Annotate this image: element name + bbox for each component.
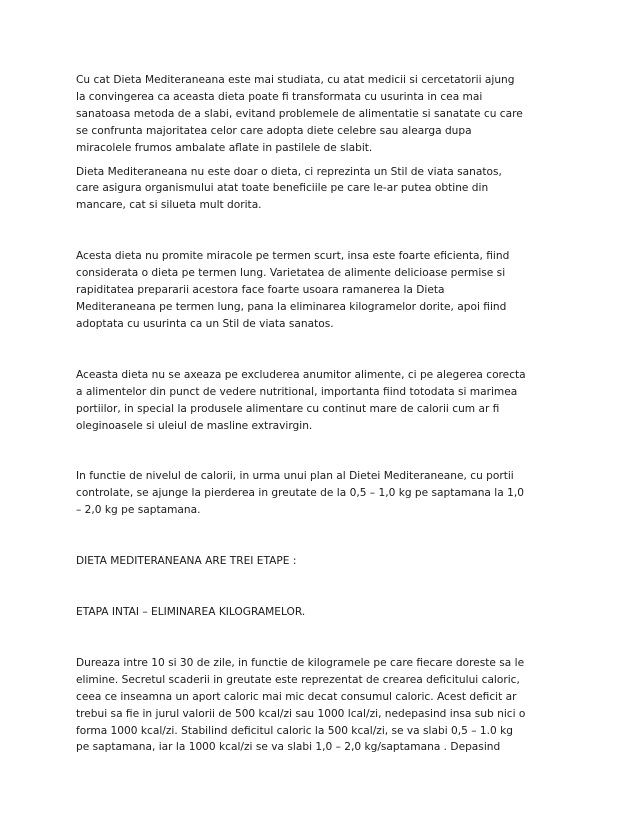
text-line: considerata o dieta pe termen lung. Varietatea de alimente delicioase permise si: [76, 267, 506, 280]
text-line: a alimentelor din punct de vedere nutritional, importanta fiind totodata si marimea: [76, 385, 518, 398]
text-line: Mediteraneana pe termen lung, pana la eliminarea kilogramelor dorite, apoi fiind: [76, 300, 507, 313]
text-line: mancare, cat si silueta mult dorita.: [76, 199, 262, 212]
text-line: – 2,0 kg pe saptamana.: [76, 504, 201, 517]
text-line: Aceasta dieta nu se axeaza pe excluderea anumitor alimente, ci pe alegerea corecta: [76, 368, 526, 381]
text-line: adoptata cu usurinta ca un Stil de viata sanatos.: [76, 317, 334, 330]
text-line: Dureaza intre 10 si 30 de zile, in functie de kilogramele pe care fiecare doreste sa le: [76, 656, 525, 669]
heading-text: ETAPA INTAI – ELIMINAREA KILOGRAMELOR.: [76, 606, 306, 619]
text-line: la convingerea ca aceasta dieta poate fi transformata cu usurinta in cea mai: [76, 90, 483, 103]
text-line: elimine. Secretul scaderii in greutate este reprezentat de crearea deficitului caloric,: [76, 673, 520, 686]
text-line: miracolele frumos ambalate aflate in pastilele de slabit.: [76, 141, 373, 154]
heading-text: DIETA MEDITERANEANA ARE TREI ETAPE :: [76, 555, 297, 568]
text-line: sanatoasa metoda de a slabi, evitand problemele de alimentatie si sanatate cu care: [76, 107, 523, 120]
text-line: pe saptamana, iar la 1000 kcal/zi se va slabi 1,0 – 2,0 kg/saptamana . Depasind: [76, 741, 501, 754]
paragraph-intro: [76, 72, 566, 157]
text-line: Dieta Mediteraneana nu este doar o dieta, ci reprezinta un Stil de viata sanatos,: [76, 165, 502, 178]
text-line: se confrunta majoritatea celor care adopta diete celebre sau alearga dupa: [76, 124, 472, 137]
text-line: rapiditatea prepararii acestora face foarte usoara ramanerea la Dieta: [76, 284, 445, 297]
heading-stage-one: [76, 604, 566, 621]
document-body: [76, 72, 566, 756]
paragraph-weight-loss: [76, 468, 566, 519]
text-line: controlate, se ajunge la pierderea in greutate de la 0,5 – 1,0 kg pe saptamana la 1,0: [76, 487, 524, 500]
text-line: care asigura organismului atat toate beneficiile pe care le-ar putea obtine din: [76, 182, 489, 195]
paragraph-stage-one-details: [76, 655, 566, 756]
paragraph-lifestyle: [76, 164, 566, 215]
text-line: In functie de nivelul de calorii, in urma unui plan al Dietei Mediteraneane, cu portii: [76, 470, 514, 483]
text-line: ceea ce inseamna un aport caloric mai mic decat consumul caloric. Acest deficit ar: [76, 690, 517, 703]
paragraph-long-term: [76, 248, 566, 333]
text-line: trebui sa fie in jurul valorii de 500 kcal/zi sau 1000 lcal/zi, nedepasind insa sub nici o: [76, 707, 526, 720]
text-line: portiilor, in special la produsele alimentare cu continut mare de calorii cum ar fi: [76, 402, 500, 415]
text-line: Cu cat Dieta Mediteraneana este mai studiata, cu atat medicii si cercetatorii ajung: [76, 74, 515, 86]
paragraph-food-choice: [76, 367, 566, 435]
heading-three-stages: [76, 553, 566, 570]
text-line: oleginoasele si uleiul de masline extravirgin.: [76, 419, 313, 432]
text-line: Acesta dieta nu promite miracole pe termen scurt, insa este foarte eficienta, fiind: [76, 250, 510, 263]
text-line: forma 1000 kcal/zi. Stabilind deficitul caloric la 500 kcal/zi, se va slabi 0,5 – 1.0 kg: [76, 724, 513, 737]
